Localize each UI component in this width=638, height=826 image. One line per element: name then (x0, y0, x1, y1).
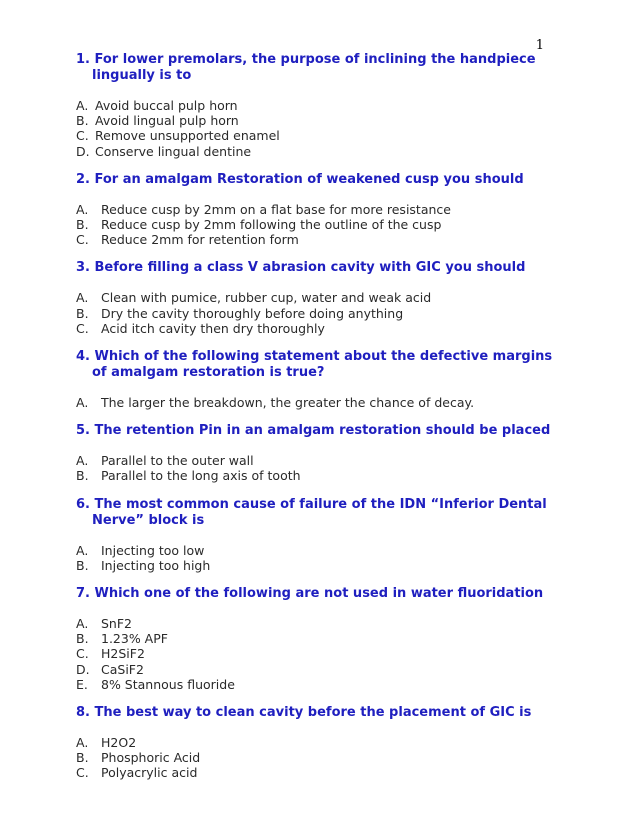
option-text: H2O2 (101, 735, 137, 751)
answer-option (76, 395, 556, 410)
question-list (76, 52, 556, 794)
question-6 (76, 497, 556, 573)
answer-option (76, 558, 556, 573)
question-7 (76, 586, 556, 692)
answer-option (76, 616, 556, 631)
option-letter: B. (76, 631, 89, 647)
question-text: 4. Which of the following statement about the defective margins of amalgam restoration is true? (76, 349, 553, 381)
option-text: Reduce 2mm for retention form (101, 232, 299, 248)
option-text: Polyacrylic acid (101, 765, 198, 781)
question-8 (76, 705, 556, 781)
option-letter: C. (76, 646, 89, 662)
option-letter: B. (76, 468, 89, 484)
option-text: Conserve lingual dentine (95, 143, 252, 159)
answer-option (76, 128, 556, 143)
option-letter: A. (76, 201, 89, 217)
option-text: CaSiF2 (101, 661, 144, 677)
option-text: Phosphoric Acid (101, 750, 201, 766)
option-text: 8% Stannous fluoride (101, 676, 235, 692)
answer-option (76, 144, 556, 159)
option-letter: C. (76, 232, 89, 248)
question-text: 3. Before filling a class V abrasion cavity with GIC you should (76, 260, 526, 276)
answer-option (76, 677, 556, 692)
answer-option (76, 321, 556, 336)
answer-option (76, 113, 556, 128)
answer-option (76, 662, 556, 677)
answer-option (76, 453, 556, 468)
option-text: Injecting too low (101, 542, 205, 558)
question-text: 8. The best way to clean cavity before the placement of GIC is (76, 705, 532, 721)
option-text: Remove unsupported enamel (95, 128, 280, 144)
option-letter: A. (76, 616, 89, 632)
option-letter: B. (76, 217, 89, 233)
option-text: Injecting too high (101, 557, 211, 573)
answer-option (76, 765, 556, 780)
option-letter: D. (76, 143, 90, 159)
answer-option (76, 468, 556, 483)
option-letter: C. (76, 320, 89, 336)
option-text: Parallel to the long axis of tooth (101, 468, 301, 484)
option-text: Acid itch cavity then dry thoroughly (101, 320, 325, 336)
question-text: 2. For an amalgam Restoration of weakened cusp you should (76, 171, 524, 187)
option-letter: D. (76, 661, 90, 677)
option-text: Parallel to the outer wall (101, 453, 254, 469)
option-letter: C. (76, 765, 89, 781)
option-letter: A. (76, 542, 89, 558)
question-4 (76, 349, 556, 410)
question-5 (76, 423, 556, 483)
answer-option (76, 306, 556, 321)
option-letter: A. (76, 453, 89, 469)
answer-option (76, 217, 556, 232)
option-letter: A. (76, 395, 89, 411)
answer-option (76, 290, 556, 305)
option-letter: B. (76, 557, 89, 573)
option-letter: B. (76, 305, 89, 321)
option-letter: E. (76, 676, 88, 692)
question-text: 7. Which one of the following are not used in water fluoridation (76, 586, 544, 602)
option-letter: A. (76, 98, 89, 113)
option-letter: A. (76, 290, 89, 306)
option-letter: B. (76, 750, 89, 766)
option-text: Reduce cusp by 2mm on a flat base for more resistance (101, 201, 451, 217)
option-text: SnF2 (101, 616, 132, 632)
option-text: Clean with pumice, rubber cup, water and weak acid (101, 290, 432, 306)
option-letter: A. (76, 735, 89, 751)
option-text: Dry the cavity thoroughly before doing anything (101, 305, 404, 321)
option-letter: C. (76, 128, 89, 144)
option-text: Avoid buccal pulp horn (95, 98, 238, 113)
answer-option (76, 543, 556, 558)
option-text: 1.23% APF (101, 631, 168, 647)
answer-option (76, 98, 556, 113)
question-2 (76, 172, 556, 248)
option-letter: B. (76, 113, 89, 129)
answer-option (76, 646, 556, 661)
question-text: 1. For lower premolars, the purpose of inclining the handpiece lingually is to (76, 52, 536, 83)
answer-option (76, 631, 556, 646)
answer-option (76, 232, 556, 247)
answer-option (76, 735, 556, 750)
option-text: The larger the breakdown, the greater the chance of decay. (101, 395, 475, 411)
question-3 (76, 260, 556, 336)
answer-option (76, 750, 556, 765)
option-text: H2SiF2 (101, 646, 145, 662)
question-text: 6. The most common cause of failure of the IDN “Inferior Dental Nerve” block is (76, 496, 547, 528)
answer-option (76, 202, 556, 217)
question-text: 5. The retention Pin in an amalgam restoration should be placed (76, 423, 551, 439)
question-1 (76, 52, 556, 159)
page-number: 1 (535, 38, 544, 53)
option-text: Avoid lingual pulp horn (95, 113, 239, 129)
option-text: Reduce cusp by 2mm following the outline of the cusp (101, 217, 442, 233)
